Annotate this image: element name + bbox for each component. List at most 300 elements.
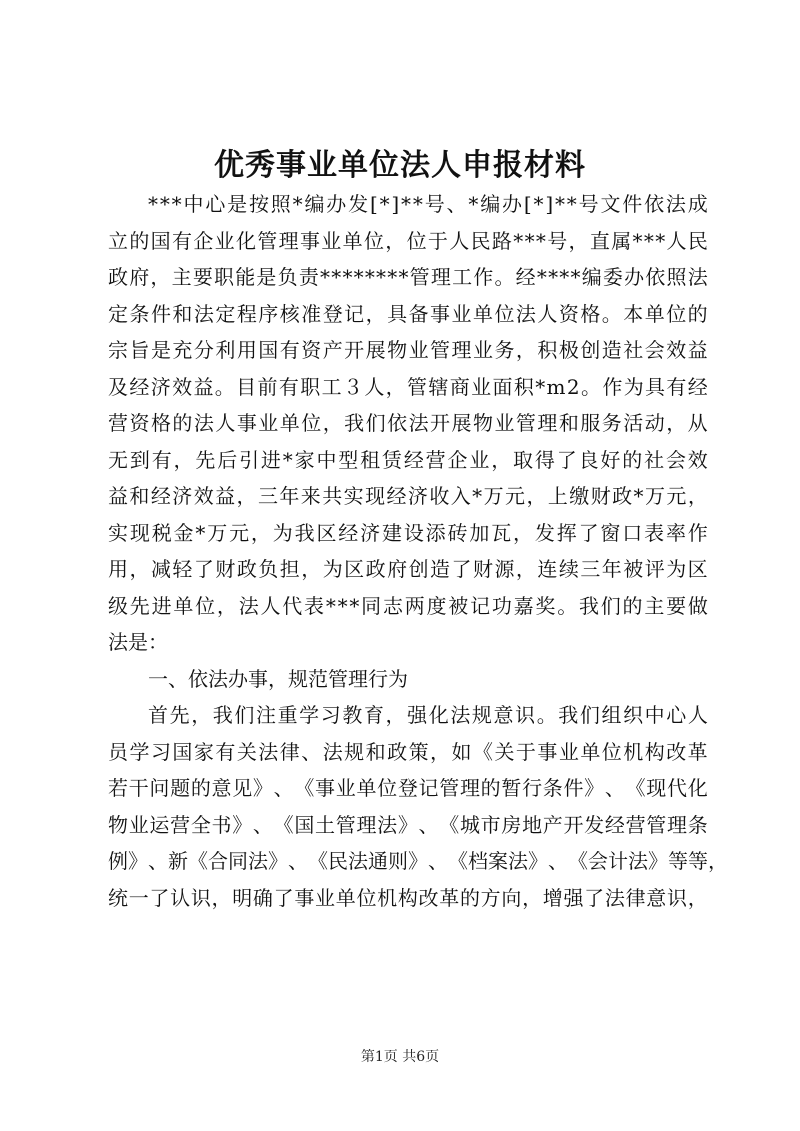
glyph: ， xyxy=(687,484,708,508)
glyph: 法 xyxy=(193,301,214,326)
glyph: 为 xyxy=(623,374,644,399)
glyph: 、 xyxy=(604,776,625,800)
glyph: 格 xyxy=(580,301,601,326)
text-line xyxy=(108,405,708,442)
glyph: 号 xyxy=(547,228,568,253)
glyph: 记 xyxy=(470,593,491,618)
glyph: 现 xyxy=(129,520,150,545)
glyph: 加 xyxy=(469,520,490,545)
glyph: 是 xyxy=(227,192,248,216)
glyph: 国 xyxy=(294,812,315,837)
glyph: 政 xyxy=(365,557,386,581)
glyph: 件 xyxy=(150,301,171,326)
glyph: 服 xyxy=(580,411,601,435)
glyph: 添 xyxy=(425,520,446,545)
glyph: 法 xyxy=(628,849,648,873)
glyph: 作 xyxy=(473,265,494,289)
glyph: 》 xyxy=(408,849,428,873)
glyph: 运 xyxy=(149,812,170,837)
glyph: 经 xyxy=(129,374,150,399)
glyph: ， xyxy=(236,484,257,508)
glyph: 企 xyxy=(447,447,468,472)
glyph: 我 xyxy=(558,703,579,727)
glyph: 和 xyxy=(558,411,579,435)
glyph: 习 xyxy=(320,703,341,727)
glyph: 单 xyxy=(335,885,356,910)
glyph: * xyxy=(548,265,559,289)
glyph: 会 xyxy=(665,447,686,472)
glyph: 。 xyxy=(536,703,557,727)
glyph: 号 xyxy=(578,192,599,216)
section-heading xyxy=(108,661,708,698)
glyph: 暂 xyxy=(501,776,522,800)
glyph: 物 xyxy=(108,812,128,837)
glyph: 有 xyxy=(215,739,236,764)
glyph: 管 xyxy=(407,374,428,399)
glyph: 律 xyxy=(625,885,646,910)
glyph: * xyxy=(387,265,398,289)
glyph: 作 xyxy=(687,520,708,545)
glyph: 积 xyxy=(513,374,534,399)
glyph: 见 xyxy=(232,776,253,800)
glyph: 社 xyxy=(644,447,665,472)
glyph: 表 xyxy=(304,593,325,618)
glyph: 教 xyxy=(342,703,363,727)
glyph: 办 xyxy=(624,265,645,289)
glyph: 效 xyxy=(687,447,708,472)
glyph: 单 xyxy=(342,228,363,253)
glyph: 法 xyxy=(322,739,343,764)
glyph: 编 xyxy=(304,192,325,216)
glyph: 入 xyxy=(450,484,471,508)
glyph: ， xyxy=(515,338,536,362)
glyph: 法 xyxy=(377,812,398,837)
glyph: 经 xyxy=(515,265,536,289)
glyph: 业 xyxy=(472,338,493,362)
glyph: * xyxy=(331,265,342,289)
glyph: 有 xyxy=(151,447,172,472)
glyph: 记 xyxy=(344,301,365,326)
glyph: 两 xyxy=(404,593,425,618)
glyph: 了 xyxy=(584,885,605,910)
glyph: 上 xyxy=(547,484,568,508)
glyph: 地 xyxy=(522,812,543,837)
glyph: 识 xyxy=(666,885,687,910)
glyph: ， xyxy=(491,447,512,472)
glyph: 务 xyxy=(494,338,515,362)
glyph: * xyxy=(535,374,546,399)
glyph: 年 xyxy=(601,557,622,581)
glyph: ， xyxy=(191,703,212,727)
glyph: 》 xyxy=(397,812,418,837)
glyph: 法 xyxy=(665,192,686,216)
text-line xyxy=(108,843,728,880)
glyph: 发 xyxy=(584,812,605,837)
glyph: 管 xyxy=(646,812,667,837)
glyph: 序 xyxy=(258,301,279,326)
glyph: 我 xyxy=(294,520,315,545)
glyph: 家 xyxy=(193,739,214,764)
glyph: 现 xyxy=(646,776,667,800)
glyph: ] xyxy=(545,192,554,216)
glyph: 。 xyxy=(557,593,578,618)
glyph: 条 xyxy=(542,776,563,800)
glyph: 负 xyxy=(277,265,298,289)
glyph: 从 xyxy=(687,411,708,435)
glyph: 构 xyxy=(644,739,665,764)
glyph: 展 xyxy=(365,338,386,362)
glyph: 中 xyxy=(316,447,337,472)
glyph: * xyxy=(468,192,479,216)
glyph: 等 xyxy=(668,849,688,873)
glyph: ， xyxy=(301,557,322,581)
glyph: 强 xyxy=(407,703,428,727)
glyph: 革 xyxy=(687,739,708,764)
glyph: 行 xyxy=(522,776,543,800)
glyph: 及 xyxy=(108,374,128,399)
glyph: 积 xyxy=(537,338,558,362)
glyph: 目 xyxy=(236,374,257,399)
glyph: * xyxy=(513,228,524,253)
glyph: ， xyxy=(322,411,343,435)
glyph: 向 xyxy=(501,885,522,910)
glyph: 效 xyxy=(666,338,687,362)
glyph: * xyxy=(195,520,206,545)
glyph: 和 xyxy=(129,484,150,508)
glyph: 案 xyxy=(488,849,508,873)
glyph: 人 xyxy=(260,593,281,618)
glyph: * xyxy=(655,228,666,253)
glyph: 了 xyxy=(451,557,472,581)
glyph: 们 xyxy=(600,593,621,618)
glyph: 登 xyxy=(397,776,418,800)
glyph: [ xyxy=(523,192,532,216)
glyph: 营 xyxy=(108,411,128,435)
glyph: 定 xyxy=(108,301,128,326)
glyph: 万 xyxy=(483,484,504,508)
glyph: * xyxy=(398,265,409,289)
page-number: 第1页 共6页 xyxy=(360,1049,440,1065)
glyph: 共 xyxy=(322,484,343,508)
glyph: 瓦 xyxy=(491,520,512,545)
glyph: 级 xyxy=(108,593,128,618)
glyph: 注 xyxy=(255,703,276,727)
glyph: ， xyxy=(515,557,536,581)
glyph: 习 xyxy=(150,739,171,764)
glyph: 分 xyxy=(193,338,214,362)
glyph: 业 xyxy=(408,338,429,362)
glyph: ， xyxy=(708,849,728,873)
glyph: 位 xyxy=(601,739,622,764)
glyph: 财 xyxy=(215,557,236,581)
glyph: 口 xyxy=(622,520,643,545)
glyph: 同 xyxy=(361,593,382,618)
glyph: 》 xyxy=(648,849,668,873)
glyph: 心 xyxy=(205,192,226,216)
glyph: ， xyxy=(666,411,687,435)
glyph: 单 xyxy=(173,593,194,618)
glyph: 首 xyxy=(148,703,168,727)
glyph: 条 xyxy=(129,301,150,326)
glyph: 编 xyxy=(581,265,602,289)
glyph: 有 xyxy=(171,228,192,253)
glyph: 无 xyxy=(108,447,128,472)
glyph: 了 xyxy=(578,520,599,545)
glyph: 题 xyxy=(170,776,191,800)
glyph: 政 xyxy=(236,557,257,581)
glyph: 的 xyxy=(190,776,211,800)
glyph: 书 xyxy=(211,812,232,837)
glyph: 记 xyxy=(418,776,439,800)
glyph: 设 xyxy=(403,520,424,545)
glyph: 了 xyxy=(193,557,214,581)
glyph: 的 xyxy=(622,593,643,618)
glyph: 关 xyxy=(236,739,257,764)
glyph: 业 xyxy=(258,411,279,435)
glyph: 嘉 xyxy=(513,593,534,618)
glyph: 编 xyxy=(480,192,501,216)
document-body xyxy=(108,186,728,916)
glyph: 心 xyxy=(666,703,687,727)
glyph: 志 xyxy=(382,593,403,618)
glyph: 》 xyxy=(268,849,288,873)
glyph: 改 xyxy=(418,885,439,910)
glyph: 缴 xyxy=(569,484,590,508)
glyph: 学 xyxy=(129,739,150,764)
glyph: * xyxy=(536,265,547,289)
glyph: 担 xyxy=(279,557,300,581)
glyph: 理 xyxy=(430,265,451,289)
glyph: 计 xyxy=(608,849,628,873)
glyph: 益 xyxy=(687,338,708,362)
glyph: 城 xyxy=(459,812,480,837)
glyph: 表 xyxy=(644,520,665,545)
glyph: 单 xyxy=(279,411,300,435)
glyph: 府 xyxy=(387,557,408,581)
glyph: 法 xyxy=(258,739,279,764)
glyph: 管 xyxy=(335,812,356,837)
glyph: 、 xyxy=(446,192,467,216)
glyph: 企 xyxy=(193,228,214,253)
glyph: 元 xyxy=(505,484,526,508)
glyph: 有 xyxy=(278,374,299,399)
glyph: 评 xyxy=(644,557,665,581)
glyph: 政 xyxy=(387,739,408,764)
glyph: m xyxy=(546,374,566,399)
glyph: * xyxy=(325,593,336,618)
glyph: 核 xyxy=(279,301,300,326)
glyph: 先 xyxy=(129,593,150,618)
glyph: 功 xyxy=(491,593,512,618)
glyph: * xyxy=(353,265,364,289)
glyph: 区 xyxy=(344,557,365,581)
glyph: 造 xyxy=(430,557,451,581)
glyph: ， xyxy=(430,739,451,764)
glyph: * xyxy=(148,192,158,216)
glyph: * xyxy=(376,265,387,289)
glyph: 效 xyxy=(193,484,214,508)
glyph: 单 xyxy=(472,301,493,326)
glyph: 开 xyxy=(563,812,584,837)
glyph: 为 xyxy=(322,557,343,581)
glyph: 家 xyxy=(294,447,315,472)
glyph: 年 xyxy=(279,484,300,508)
glyph: 良 xyxy=(578,447,599,472)
glyph: 营 xyxy=(170,812,191,837)
glyph: * xyxy=(535,228,546,253)
glyph: 物 xyxy=(387,338,408,362)
glyph: 营 xyxy=(425,447,446,472)
glyph: 依 xyxy=(645,265,666,289)
glyph: 业 xyxy=(315,885,336,910)
glyph: 确 xyxy=(252,885,273,910)
glyph: 等 xyxy=(688,849,708,873)
glyph: 济 xyxy=(407,484,428,508)
glyph: 法 xyxy=(408,411,429,435)
glyph: 们 xyxy=(365,411,386,435)
glyph: 到 xyxy=(129,447,150,472)
glyph: 法 xyxy=(515,301,536,326)
glyph: 责 xyxy=(298,265,319,289)
glyph: 引 xyxy=(239,447,260,472)
glyph: 主 xyxy=(171,265,192,289)
glyph: 件 xyxy=(563,776,584,800)
glyph: 《 xyxy=(448,849,468,873)
glyph: 中 xyxy=(644,703,665,727)
glyph: 了 xyxy=(273,885,294,910)
glyph: 如 xyxy=(451,739,472,764)
text-line xyxy=(108,186,708,223)
glyph: 构 xyxy=(397,885,418,910)
glyph: 》 xyxy=(252,776,273,800)
glyph: 区 xyxy=(316,520,337,545)
glyph: 元 xyxy=(666,484,687,508)
glyph: 动 xyxy=(644,411,665,435)
glyph: 人 xyxy=(666,228,687,253)
glyph: 法 xyxy=(604,885,625,910)
glyph: 》 xyxy=(584,776,605,800)
glyph: 单 xyxy=(356,776,377,800)
glyph: 区 xyxy=(687,557,708,581)
glyph: 业 xyxy=(214,228,235,253)
glyph: ， xyxy=(522,885,543,910)
glyph: 济 xyxy=(360,520,381,545)
glyph: ] xyxy=(391,192,400,216)
glyph: 机 xyxy=(377,885,398,910)
glyph: 效 xyxy=(172,374,193,399)
glyph: * xyxy=(524,228,535,253)
glyph: 产 xyxy=(542,812,563,837)
text-line xyxy=(108,770,708,807)
glyph: 委 xyxy=(602,265,623,289)
glyph: * xyxy=(412,192,423,216)
glyph: 政 xyxy=(612,484,633,508)
glyph: 单 xyxy=(644,301,665,326)
glyph: 来 xyxy=(300,484,321,508)
glyph: 商 xyxy=(449,374,470,399)
glyph: 和 xyxy=(365,739,386,764)
glyph: ， xyxy=(687,885,708,910)
glyph: 万 xyxy=(644,484,665,508)
glyph: 国 xyxy=(150,228,171,253)
glyph: 人 xyxy=(215,411,236,435)
glyph: 属 xyxy=(611,228,632,253)
glyph: 会 xyxy=(588,849,608,873)
glyph: 合 xyxy=(208,849,228,873)
glyph: * xyxy=(282,447,293,472)
glyph: 。 xyxy=(580,374,601,399)
glyph: 砖 xyxy=(447,520,468,545)
glyph: 收 xyxy=(429,484,450,508)
glyph: 位 xyxy=(301,411,322,435)
glyph: 《 xyxy=(294,776,315,800)
glyph: * xyxy=(570,265,581,289)
glyph: * xyxy=(349,593,360,618)
glyph: ， xyxy=(129,557,150,581)
glyph: 是 xyxy=(256,265,277,289)
glyph: 旨 xyxy=(129,338,150,362)
glyph: 《 xyxy=(308,849,328,873)
glyph: 化 xyxy=(687,776,708,800)
text-line xyxy=(108,442,708,479)
glyph: 办 xyxy=(326,192,347,216)
glyph: 有 xyxy=(279,338,300,362)
glyph: 单 xyxy=(580,739,601,764)
glyph: 号 xyxy=(424,192,445,216)
glyph: 具 xyxy=(645,374,666,399)
glyph: * xyxy=(633,484,644,508)
document-title: 优秀事业单位法人申报材料 xyxy=(214,148,586,183)
glyph: 档 xyxy=(468,849,488,873)
glyph: 民 xyxy=(328,849,348,873)
glyph: 代 xyxy=(282,593,303,618)
text-line xyxy=(108,807,708,844)
text-line xyxy=(108,515,708,552)
glyph: 了 xyxy=(556,447,577,472)
glyph: 的 xyxy=(622,447,643,472)
glyph: 、 xyxy=(252,812,273,837)
glyph: 同 xyxy=(228,849,248,873)
glyph: * xyxy=(533,192,544,216)
glyph: 职 xyxy=(214,265,235,289)
glyph: 我 xyxy=(212,703,233,727)
glyph: 得 xyxy=(534,447,555,472)
glyph: 法 xyxy=(687,265,708,289)
glyph: 的 xyxy=(687,301,708,326)
glyph: * xyxy=(364,265,375,289)
glyph: 策 xyxy=(408,739,429,764)
glyph: 理 xyxy=(537,411,558,435)
glyph: * xyxy=(554,192,565,216)
glyph: 的 xyxy=(172,411,193,435)
glyph: 意 xyxy=(211,776,232,800)
glyph: ， xyxy=(385,703,406,727)
glyph: 于 xyxy=(427,228,448,253)
glyph: 管 xyxy=(409,265,430,289)
glyph: 创 xyxy=(580,338,601,362)
glyph: * xyxy=(159,192,170,216)
glyph: 后 xyxy=(217,447,238,472)
glyph: 《 xyxy=(439,812,460,837)
glyph: 重 xyxy=(277,703,298,727)
glyph: 依 xyxy=(387,411,408,435)
glyph: 发 xyxy=(348,192,369,216)
glyph: 立 xyxy=(108,228,128,253)
glyph: 型 xyxy=(338,447,359,472)
glyph: 三 xyxy=(257,484,278,508)
glyph: * xyxy=(566,192,577,216)
glyph: 开 xyxy=(344,338,365,362)
